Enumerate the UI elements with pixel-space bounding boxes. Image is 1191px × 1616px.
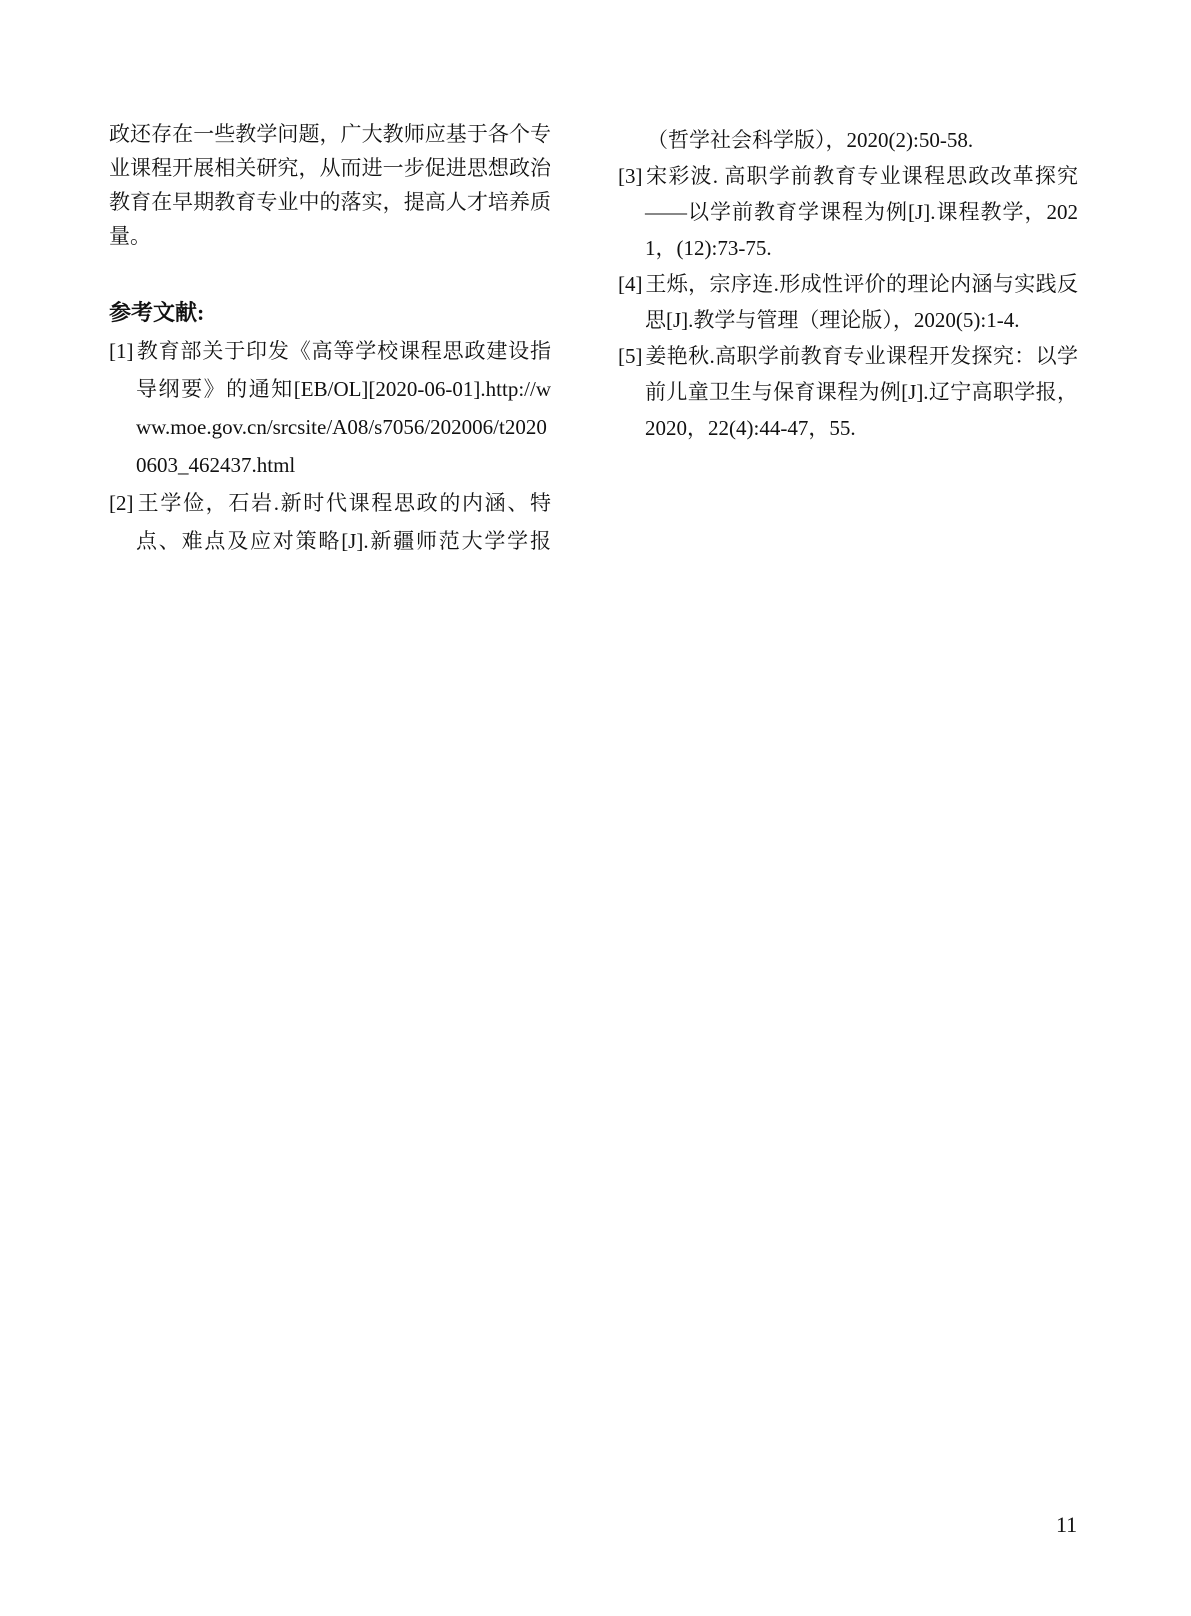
reference-item-5	[618, 338, 1078, 446]
reference-2-text-right-part: （哲学社会科学版），2020(2):50-58.	[647, 128, 974, 152]
reference-1-label: [1]	[109, 339, 134, 363]
reference-1-text: 教育部关于印发《高等学校课程思政建设指导纲要》的通知[EB/OL][2020-06-01].http://www.moe.gov.cn/srcsite/A08/s7056/202006/t20200603_462437.html	[136, 339, 551, 477]
reference-item-2-continuation	[618, 122, 1078, 158]
reference-item-4	[618, 266, 1078, 338]
reference-item-1	[109, 332, 551, 484]
reference-5-text: 姜艳秋.高职学前教育专业课程开发探究：以学前儿童卫生与保育课程为例[J].辽宁高职学报，2020，22(4):44-47，55.	[645, 344, 1078, 440]
references-heading: 参考文献:	[109, 300, 205, 325]
reference-2-text-left-part: 王学俭，石岩.新时代课程思政的内涵、特点、难点及应对策略[J].新疆师范大学学报	[136, 491, 551, 553]
reference-2-label: [2]	[109, 491, 134, 515]
body-paragraph: 政还存在一些教学问题，广大教师应基于各个专业课程开展相关研究，从而进一步促进思想政治教育在早期教育专业中的落实，提高人才培养质量。	[109, 122, 551, 248]
reference-item-2	[109, 484, 551, 560]
page-number: 11	[1056, 1512, 1078, 1537]
reference-3-label: [3]	[618, 164, 643, 188]
reference-item-3	[618, 158, 1078, 266]
reference-5-label: [5]	[618, 344, 643, 368]
reference-3-text: 宋彩波. 高职学前教育专业课程思政改革探究——以学前教育学课程为例[J].课程教学，2021，(12):73-75.	[645, 164, 1078, 260]
reference-4-text: 王烁，宗序连.形成性评价的理论内涵与实践反思[J].教学与管理（理论版），2020(5):1-4.	[645, 272, 1078, 332]
right-column	[618, 117, 1078, 560]
left-column	[109, 117, 551, 560]
reference-4-label: [4]	[618, 272, 643, 296]
two-column-layout	[109, 117, 1078, 560]
